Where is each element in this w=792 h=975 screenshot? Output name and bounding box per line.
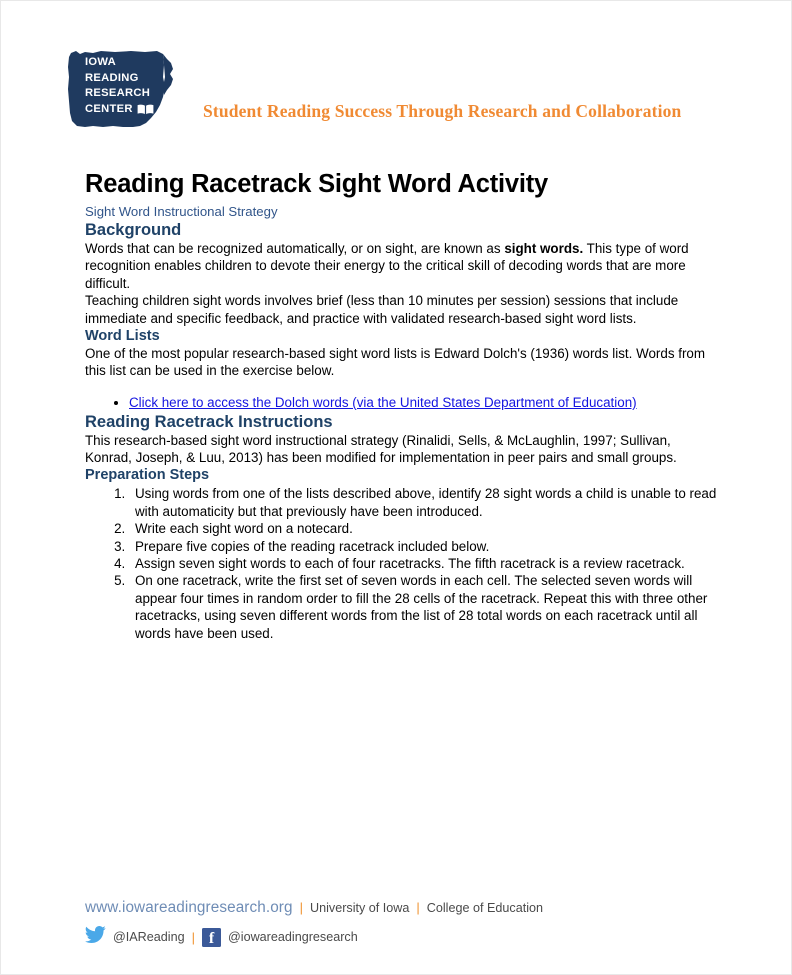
section-heading-instructions: Reading Racetrack Instructions — [85, 412, 333, 431]
logo-line-iowa: IOWA — [85, 56, 117, 68]
word-lists-paragraph: One of the most popular research-based sight word lists is Edward Dolch's (1936) words list. Words from this list can be used in the exercise below. — [85, 346, 706, 379]
open-book-icon — [137, 104, 154, 115]
background-paragraph-2: Teaching children sight words involves brief (less than 10 minutes per session) sessions that include immediate and specific feedback, and practice with validated research-based sight word lists. — [85, 293, 679, 326]
logo-text-block — [85, 55, 175, 117]
footer-separator-3: | — [191, 929, 195, 945]
list-item: 2. Write each sight word on a notecard. — [129, 520, 721, 537]
background-p1-part1: Words that can be recognized automatically, or on sight, are known as — [85, 241, 505, 256]
background-p1-bold: sight words. — [504, 241, 584, 256]
section-heading-preparation-steps: Preparation Steps — [85, 467, 210, 484]
logo-line-research: RESEARCH — [85, 87, 151, 100]
footer-website-url[interactable]: www.iowareadingresearch.org — [85, 899, 293, 916]
background-p1-part2: This type of word recognition enables children to devote their energy to the critical skill of decoding words that are more difficult. — [85, 241, 689, 291]
footer-social-row — [85, 926, 725, 948]
twitter-handle[interactable]: @IAReading — [113, 930, 185, 944]
footer-university: University of Iowa — [310, 901, 410, 915]
footer-separator-2: | — [416, 900, 420, 915]
header-tagline: Student Reading Success Through Research and Collaboration — [203, 101, 682, 121]
section-heading-background: Background — [85, 221, 182, 239]
page-subtitle: Sight Word Instructional Strategy — [85, 204, 278, 219]
preparation-steps-list — [85, 485, 721, 642]
list-item: 5. On one racetrack, write the first set of seven words in each cell. The selected seven words will appear four times in random order to fill the 28 cells of the racetrack. Repeat this with three other racetracks, using seven different words from the list of 28 total words on each racetrack until all words have been used. — [129, 572, 721, 642]
facebook-f-icon[interactable]: f — [202, 928, 221, 947]
facebook-handle[interactable]: @iowareadingresearch — [228, 930, 358, 944]
document-body — [85, 169, 721, 642]
footer-links-row — [85, 899, 725, 917]
list-item — [129, 394, 721, 412]
list-item: 1. Using words from one of the lists described above, identify 28 sight words a child is unable to read with automaticity but that previously have been introduced. — [129, 485, 721, 520]
instructions-paragraph: This research-based sight word instructional strategy (Rinalidi, Sells, & McLaughlin, 1997; Sullivan, Konrad, Joseph, & Luu, 2013) has been modified for implementation in peer pairs and small groups. — [85, 432, 677, 466]
section-heading-word-lists: Word Lists — [85, 328, 160, 345]
list-item: 3. Prepare five copies of the reading racetrack included below. — [129, 538, 721, 555]
footer-separator-1: | — [299, 900, 303, 915]
page-title: Reading Racetrack Sight Word Activity — [85, 170, 549, 198]
background-paragraph-1 — [85, 240, 721, 292]
irrc-logo — [63, 43, 175, 131]
dolch-link-list — [85, 394, 721, 412]
list-item: 4. Assign seven sight words to each of four racetracks. The fifth racetrack is a review racetrack. — [129, 555, 721, 572]
twitter-bird-icon[interactable] — [85, 926, 106, 948]
logo-line-center: CENTER — [85, 102, 133, 115]
page-footer — [85, 899, 725, 948]
page-header — [63, 43, 723, 135]
logo-line-reading: READING — [85, 71, 139, 84]
footer-college: College of Education — [426, 901, 544, 915]
dolch-words-link[interactable]: Click here to access the Dolch words (via the United States Department of Education) — [129, 394, 637, 410]
